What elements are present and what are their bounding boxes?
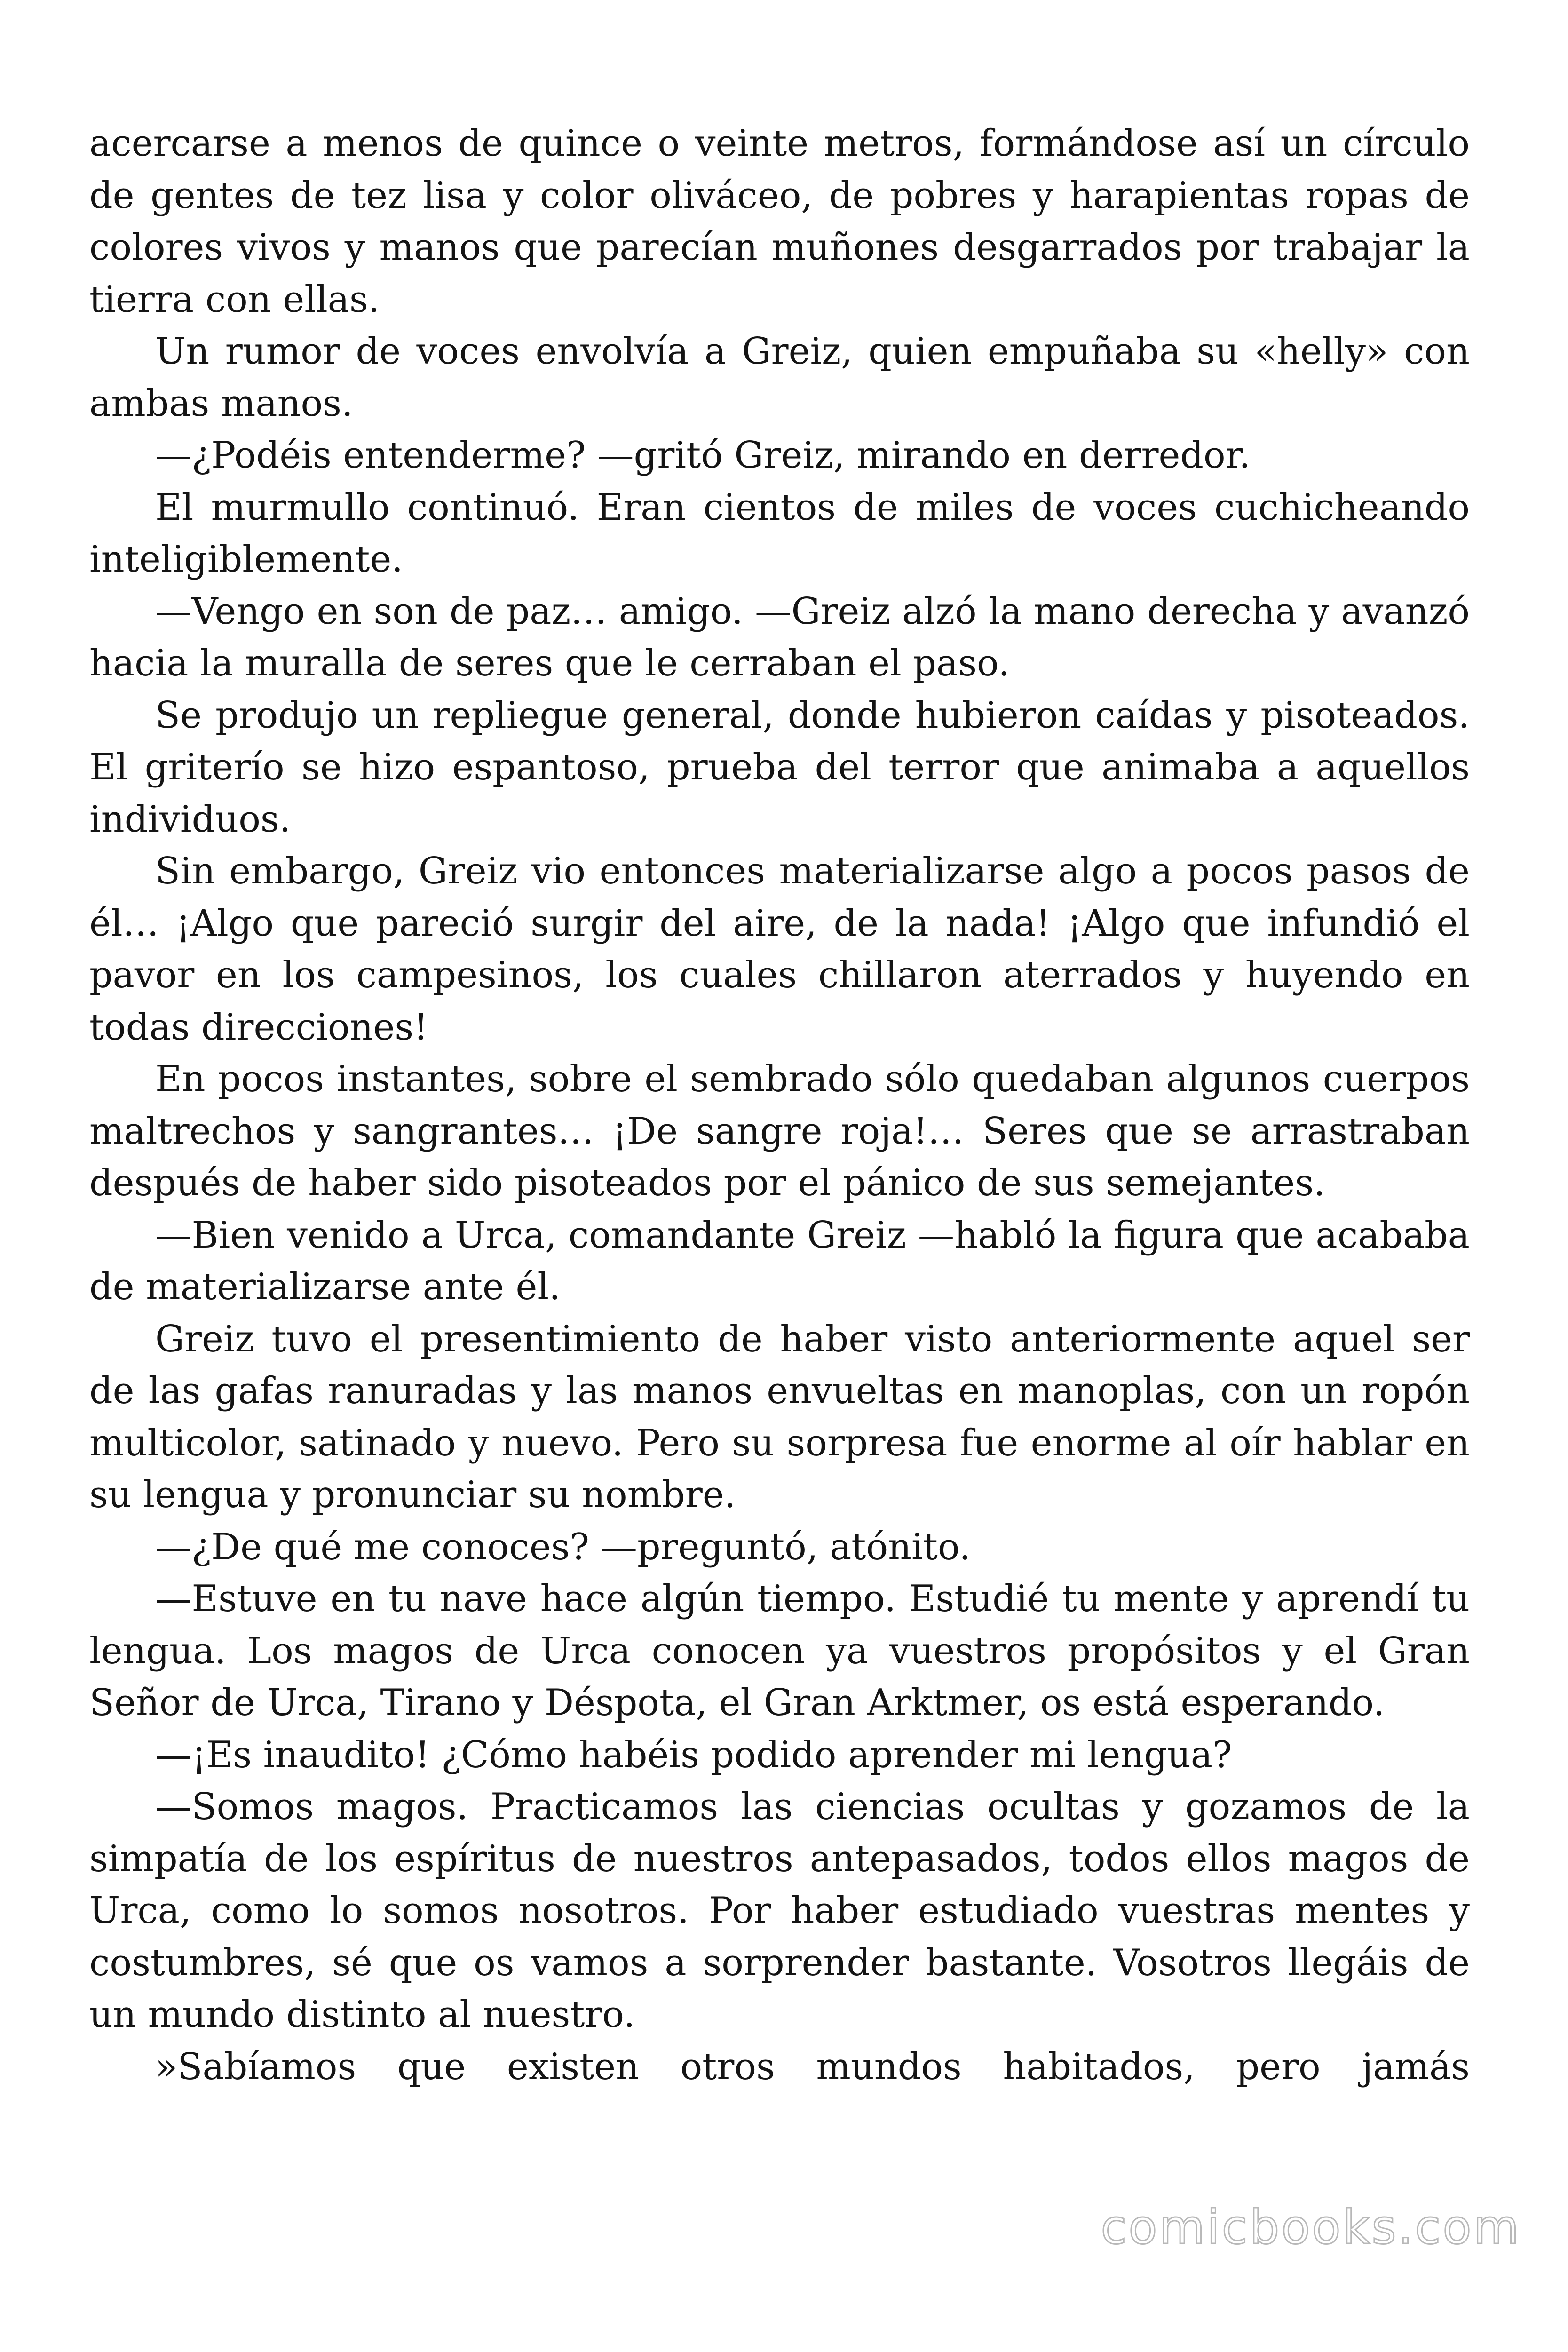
paragraph-14: —Somos magos. Practicamos las ciencias ocultas y gozamos de la simpatía de los espíritus de nuestros antepasados, todos ellos magos de Urca, como lo somos nosotros. Por haber estudiado vuestras mentes y costumbres, sé que os vamos a sorprender bastante. Vosotros llegáis de un mundo distinto al nuestro. xyxy=(89,1786,1470,2036)
paragraph-6: Se produjo un repliegue general, donde hubieron caídas y pisoteados. El griterío se hizo espantoso, prueba del terror que animaba a aquellos individuos. xyxy=(89,694,1470,841)
paragraph-9: —Bien venido a Urca, comandante Greiz —habló la figura que acababa de materializarse ante él. xyxy=(89,1214,1470,1308)
paragraph-15: »Sabíamos que existen otros mundos habitados, pero jamás xyxy=(155,2045,1470,2088)
paragraph-10: Greiz tuvo el presentimiento de haber visto anteriormente aquel ser de las gafas ranuradas y las manos envueltas en manoplas, con un ropón multicolor, satinado y nuevo. Pero su sorpresa fue enorme al oír hablar en su lengua y pronunciar su nombre. xyxy=(89,1318,1470,1516)
paragraph-8: En pocos instantes, sobre el sembrado sólo quedaban algunos cuerpos maltrechos y sangrantes… ¡De sangre roja!… Seres que se arrastraban después de haber sido pisoteados por el pánico de sus semejantes. xyxy=(89,1058,1470,1204)
paragraph-12: —Estuve en tu nave hace algún tiempo. Estudié tu mente y aprendí tu lengua. Los magos de Urca conocen ya vuestros propósitos y el Gran Señor de Urca, Tirano y Déspota, el Gran Arktmer, os está esperando. xyxy=(89,1578,1470,1724)
paragraph-2: Un rumor de voces envolvía a Greiz, quien empuñaba su «helly» con ambas manos. xyxy=(89,330,1470,425)
book-page-text xyxy=(89,118,1470,2093)
paragraph-3: —¿Podéis entenderme? —gritó Greiz, mirando en derredor. xyxy=(155,434,1251,477)
paragraph-13: —¡Es inaudito! ¿Cómo habéis podido aprender mi lengua? xyxy=(155,1733,1232,1776)
paragraph-7: Sin embargo, Greiz vio entonces materializarse algo a pocos pasos de él… ¡Algo que pareció surgir del aire, de la nada! ¡Algo que infundió el pavor en los campesinos, los cuales chillaron aterrados y huyendo en todas direcciones! xyxy=(89,850,1470,1049)
watermark-logo: comicbooks.com xyxy=(1101,2200,1521,2255)
paragraph-4: El murmullo continuó. Eran cientos de miles de voces cuchicheando inteligiblemente. xyxy=(89,486,1470,580)
paragraph-1: acercarse a menos de quince o veinte metros, formándose así un círculo de gentes de tez lisa y color oliváceo, de pobres y harapientas ropas de colores vivos y manos que parecían muñones desgarrados por trabajar la tierra con ellas. xyxy=(89,122,1470,321)
paragraph-5: —Vengo en son de paz… amigo. —Greiz alzó la mano derecha y avanzó hacia la muralla de seres que le cerraban el paso. xyxy=(89,590,1470,684)
paragraph-11: —¿De qué me conoces? —preguntó, atónito. xyxy=(155,1526,971,1568)
